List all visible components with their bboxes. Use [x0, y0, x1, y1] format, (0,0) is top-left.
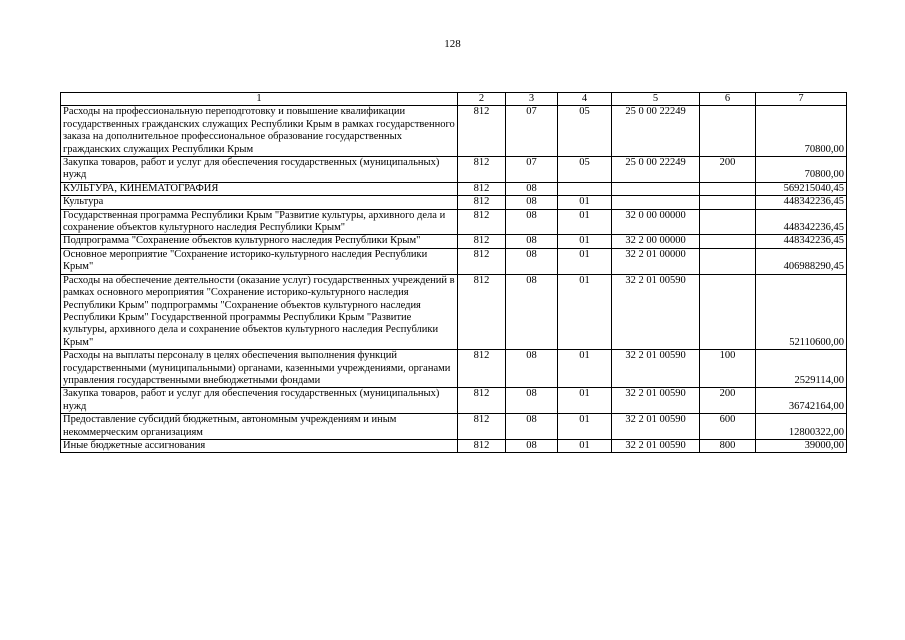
row-target-article: 25 0 00 22249 — [612, 157, 700, 183]
row-ministry-code: 812 — [458, 274, 506, 349]
row-amount: 12800322,00 — [756, 414, 847, 440]
header-col-7: 7 — [756, 93, 847, 106]
row-ministry-code: 812 — [458, 388, 506, 414]
row-expense-type — [700, 248, 756, 274]
row-amount: 52110600,00 — [756, 274, 847, 349]
row-description: Основное мероприятие "Сохранение историко-культурного наследия Республики Крым" — [61, 248, 458, 274]
table-row — [61, 235, 847, 248]
row-description: Расходы на обеспечение деятельности (оказание услуг) государственных учреждений в рамках основного мероприятия "Сохранение историко-культурного наследия Республики Крым" подпрограммы "Сохранение объектов культурного наследия Республики Крым" Государственной программы Республики Крым "Развитие культуры, архивного дела и сохранение объектов культурного наследия Республики Крым" — [61, 274, 458, 349]
row-subsection-code: 01 — [558, 196, 612, 209]
row-target-article: 32 2 01 00590 — [612, 388, 700, 414]
row-target-article: 32 2 01 00590 — [612, 439, 700, 452]
row-subsection-code: 01 — [558, 209, 612, 235]
table-row — [61, 388, 847, 414]
row-section-code: 08 — [506, 235, 558, 248]
table-row — [61, 106, 847, 157]
row-subsection-code: 01 — [558, 235, 612, 248]
row-description: Культура — [61, 196, 458, 209]
row-expense-type — [700, 182, 756, 195]
row-subsection-code: 01 — [558, 248, 612, 274]
row-section-code: 07 — [506, 157, 558, 183]
row-subsection-code: 01 — [558, 350, 612, 388]
row-ministry-code: 812 — [458, 196, 506, 209]
row-expense-type — [700, 106, 756, 157]
row-ministry-code: 812 — [458, 439, 506, 452]
row-target-article — [612, 182, 700, 195]
row-subsection-code: 05 — [558, 157, 612, 183]
row-ministry-code: 812 — [458, 106, 506, 157]
row-section-code: 08 — [506, 248, 558, 274]
row-description: Расходы на профессиональную переподготовку и повышение квалификации государственных гражданских служащих Республики Крым в рамках государственного заказа на дополнительное профессиональное образование государственных гражданских служащих Республики Крым — [61, 106, 458, 157]
row-ministry-code: 812 — [458, 157, 506, 183]
table-row — [61, 274, 847, 349]
row-description: Государственная программа Республики Крым "Развитие культуры, архивного дела и сохранение объектов культурного наследия Республики Крым" — [61, 209, 458, 235]
row-ministry-code: 812 — [458, 248, 506, 274]
row-amount: 36742164,00 — [756, 388, 847, 414]
row-expense-type: 800 — [700, 439, 756, 452]
row-section-code: 08 — [506, 439, 558, 452]
row-target-article: 32 2 00 00000 — [612, 235, 700, 248]
row-expense-type — [700, 209, 756, 235]
row-amount: 406988290,45 — [756, 248, 847, 274]
row-ministry-code: 812 — [458, 414, 506, 440]
header-col-5: 5 — [612, 93, 700, 106]
row-target-article: 32 0 00 00000 — [612, 209, 700, 235]
row-section-code: 07 — [506, 106, 558, 157]
table-row — [61, 157, 847, 183]
row-description: Подпрограмма "Сохранение объектов культурного наследия Республики Крым" — [61, 235, 458, 248]
table-row — [61, 182, 847, 195]
row-description: Расходы на выплаты персоналу в целях обеспечения выполнения функций государственными (муниципальными) органами, казенными учреждениями, органами управления государственными внебюджетными фондами — [61, 350, 458, 388]
row-section-code: 08 — [506, 196, 558, 209]
row-description: КУЛЬТУРА, КИНЕМАТОГРАФИЯ — [61, 182, 458, 195]
row-subsection-code — [558, 182, 612, 195]
row-target-article: 25 0 00 22249 — [612, 106, 700, 157]
row-description: Предоставление субсидий бюджетным, автономным учреждениям и иным некоммерческим организациям — [61, 414, 458, 440]
row-amount: 448342236,45 — [756, 209, 847, 235]
table-row — [61, 248, 847, 274]
row-target-article — [612, 196, 700, 209]
row-target-article: 32 2 01 00590 — [612, 414, 700, 440]
row-ministry-code: 812 — [458, 235, 506, 248]
row-description: Закупка товаров, работ и услуг для обеспечения государственных (муниципальных) нужд — [61, 388, 458, 414]
row-ministry-code: 812 — [458, 182, 506, 195]
table-row — [61, 209, 847, 235]
budget-table — [60, 92, 847, 453]
row-description: Закупка товаров, работ и услуг для обеспечения государственных (муниципальных) нужд — [61, 157, 458, 183]
row-target-article: 32 2 01 00590 — [612, 274, 700, 349]
row-subsection-code: 01 — [558, 439, 612, 452]
table-row — [61, 350, 847, 388]
row-section-code: 08 — [506, 388, 558, 414]
header-col-3: 3 — [506, 93, 558, 106]
page-number: 128 — [444, 38, 461, 50]
row-subsection-code: 01 — [558, 388, 612, 414]
table-row — [61, 414, 847, 440]
table-row — [61, 196, 847, 209]
row-expense-type — [700, 274, 756, 349]
table-body — [61, 106, 847, 453]
header-col-6: 6 — [700, 93, 756, 106]
table-header-row — [61, 93, 847, 106]
row-section-code: 08 — [506, 350, 558, 388]
row-subsection-code: 01 — [558, 274, 612, 349]
table-row — [61, 439, 847, 452]
row-amount: 70800,00 — [756, 106, 847, 157]
row-subsection-code: 01 — [558, 414, 612, 440]
row-amount: 569215040,45 — [756, 182, 847, 195]
row-amount: 448342236,45 — [756, 235, 847, 248]
row-amount: 39000,00 — [756, 439, 847, 452]
row-ministry-code: 812 — [458, 209, 506, 235]
row-expense-type: 200 — [700, 157, 756, 183]
row-expense-type: 100 — [700, 350, 756, 388]
row-target-article: 32 2 01 00000 — [612, 248, 700, 274]
row-section-code: 08 — [506, 414, 558, 440]
row-section-code: 08 — [506, 209, 558, 235]
header-col-4: 4 — [558, 93, 612, 106]
row-expense-type — [700, 196, 756, 209]
row-subsection-code: 05 — [558, 106, 612, 157]
row-expense-type — [700, 235, 756, 248]
row-amount: 2529114,00 — [756, 350, 847, 388]
row-amount: 70800,00 — [756, 157, 847, 183]
row-target-article: 32 2 01 00590 — [612, 350, 700, 388]
row-description: Иные бюджетные ассигнования — [61, 439, 458, 452]
header-col-2: 2 — [458, 93, 506, 106]
row-ministry-code: 812 — [458, 350, 506, 388]
row-section-code: 08 — [506, 182, 558, 195]
header-col-1: 1 — [61, 93, 458, 106]
row-section-code: 08 — [506, 274, 558, 349]
row-expense-type: 600 — [700, 414, 756, 440]
row-amount: 448342236,45 — [756, 196, 847, 209]
row-expense-type: 200 — [700, 388, 756, 414]
